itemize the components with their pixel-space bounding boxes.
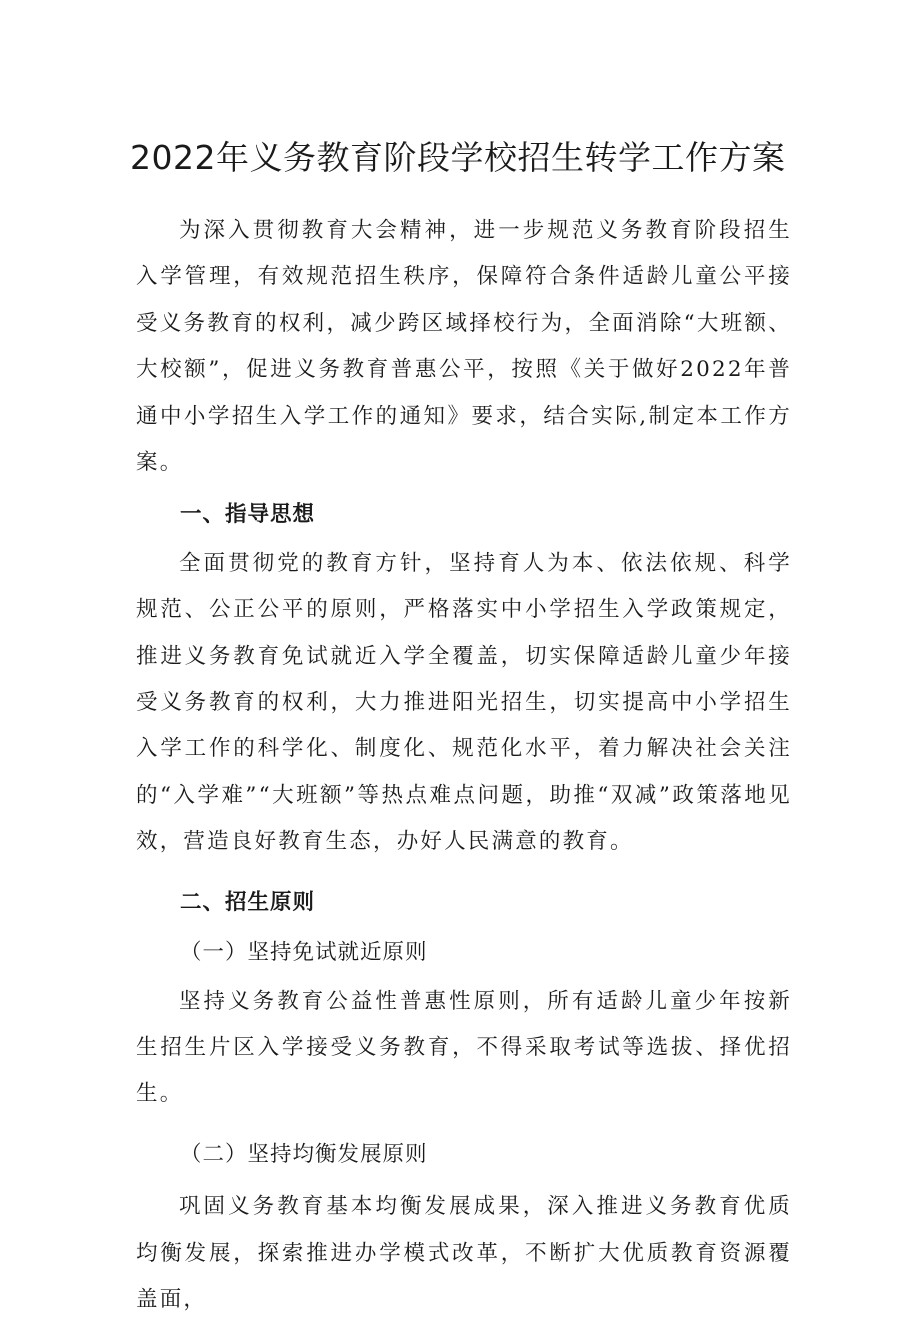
intro-paragraph: 为深入贯彻教育大会精神，进一步规范义务教育阶段招生入学管理，有效规范招生秩序，保障符合条件适龄儿童公平接受义务教育的权利，减少跨区域择校行为，全面消除“大班额、大校额”，促进义务教育普惠公平，按照《关于做好2022年普通中小学招生入学工作的通知》要求，结合实际,制定本工作方案。 [136, 218, 792, 476]
guiding-ideology-paragraph: 全面贯彻党的教育方针，坚持育人为本、依法依规、科学规范、公正公平的原则，严格落实中小学招生入学政策规定，推进义务教育免试就近入学全覆盖，切实保障适龄儿童少年接受义务教育的权利，大力推进阳光招生，切实提高中小学招生入学工作的科学化、制度化、规范化水平，着力解决社会关注的“入学难”“大班额”等热点难点问题，助推“双减”政策落地见效，营造良好教育生态，办好人民满意的教育。 [136, 550, 792, 855]
exam-free-nearby-paragraph: 坚持义务教育公益性普惠性原则，所有适龄儿童少年按新生招生片区入学接受义务教育，不得采取考试等选拔、择优招生。 [136, 988, 792, 1107]
section-heading-enrollment-principles: 二、招生原则 [180, 889, 316, 915]
document-title: 2022年义务教育阶段学校招生转学工作方案 [130, 138, 786, 177]
balanced-development-paragraph: 巩固义务教育基本均衡发展成果，深入推进义务教育优质均衡发展，探索推进办学模式改革，不断扩大优质教育资源覆盖面， [136, 1194, 792, 1312]
section-heading-guiding-ideology: 一、指导思想 [180, 502, 316, 528]
subsection-heading-exam-free-nearby: （一）坚持免试就近原则 [180, 940, 428, 966]
subsection-heading-balanced-development: （二）坚持均衡发展原则 [180, 1141, 428, 1167]
document-body [136, 208, 792, 1323]
